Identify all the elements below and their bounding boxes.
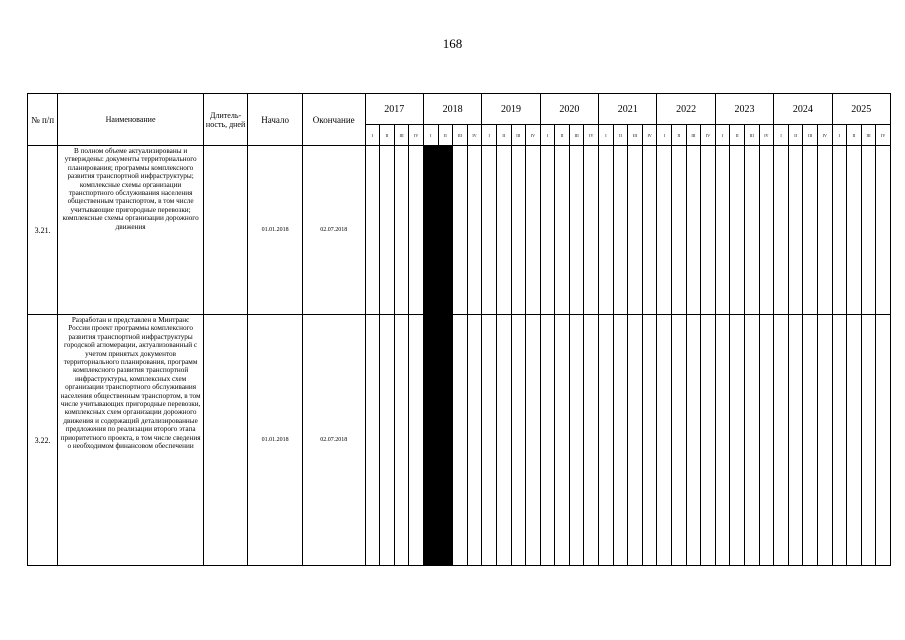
gantt-cell xyxy=(657,146,672,315)
quarter-header: II xyxy=(672,125,687,146)
quarter-header: III xyxy=(453,125,468,146)
gantt-cell xyxy=(730,315,745,566)
gantt-cell xyxy=(394,146,409,315)
gantt-cell xyxy=(467,315,482,566)
gantt-cell xyxy=(628,315,643,566)
row-duration xyxy=(203,315,247,566)
quarter-header: I xyxy=(715,125,730,146)
gantt-cell xyxy=(482,315,497,566)
gantt-bar-cell xyxy=(438,315,453,566)
quarter-header: II xyxy=(380,125,395,146)
gantt-cell xyxy=(642,146,657,315)
quarter-header: IV xyxy=(584,125,599,146)
gantt-cell xyxy=(774,315,789,566)
gantt-cell xyxy=(467,146,482,315)
row-end-date: 02.07.2018 xyxy=(302,315,365,566)
gantt-cell xyxy=(759,315,774,566)
gantt-bar-cell xyxy=(423,315,438,566)
quarter-header: III xyxy=(861,125,876,146)
gantt-cell xyxy=(628,146,643,315)
year-header: 2025 xyxy=(832,94,890,125)
gantt-cell xyxy=(701,315,716,566)
header-start: Начало xyxy=(248,94,303,146)
gantt-cell xyxy=(803,146,818,315)
gantt-cell xyxy=(686,146,701,315)
gantt-cell xyxy=(409,315,424,566)
gantt-cell xyxy=(847,146,862,315)
quarter-header: IV xyxy=(526,125,541,146)
quarter-header: IV xyxy=(817,125,832,146)
gantt-cell xyxy=(876,146,891,315)
gantt-cell xyxy=(817,146,832,315)
row-duration xyxy=(203,146,247,315)
gantt-cell xyxy=(701,146,716,315)
table-row xyxy=(28,146,891,315)
quarter-header: III xyxy=(394,125,409,146)
quarter-header: I xyxy=(599,125,614,146)
gantt-cell xyxy=(642,315,657,566)
gantt-cell xyxy=(394,315,409,566)
schedule-table xyxy=(27,93,891,566)
gantt-cell xyxy=(453,315,468,566)
header-name: Наименование xyxy=(58,94,204,146)
year-header: 2024 xyxy=(774,94,832,125)
row-number: 3.21. xyxy=(28,146,58,315)
quarter-header: I xyxy=(774,125,789,146)
gantt-cell xyxy=(540,146,555,315)
gantt-cell xyxy=(599,146,614,315)
gantt-bar-cell xyxy=(423,146,438,315)
quarter-header: I xyxy=(540,125,555,146)
gantt-cell xyxy=(672,146,687,315)
gantt-cell xyxy=(613,146,628,315)
gantt-cell xyxy=(599,315,614,566)
header-num: № п/п xyxy=(28,94,58,146)
gantt-cell xyxy=(511,315,526,566)
gantt-cell xyxy=(672,315,687,566)
quarter-header: II xyxy=(613,125,628,146)
quarter-header: II xyxy=(496,125,511,146)
quarter-header: II xyxy=(730,125,745,146)
gantt-cell xyxy=(657,315,672,566)
gantt-cell xyxy=(380,146,395,315)
gantt-cell xyxy=(526,315,541,566)
gantt-cell xyxy=(832,146,847,315)
gantt-cell xyxy=(861,146,876,315)
table-row xyxy=(28,315,891,566)
quarter-header: IV xyxy=(759,125,774,146)
gantt-cell xyxy=(847,315,862,566)
gantt-cell xyxy=(803,315,818,566)
quarter-header: II xyxy=(788,125,803,146)
gantt-cell xyxy=(365,146,380,315)
gantt-cell xyxy=(613,315,628,566)
gantt-cell xyxy=(788,146,803,315)
gantt-cell xyxy=(526,146,541,315)
row-name: В полном объеме актуализированы и утверждены: документы территориального планирования; программы комплексного развития транспортной инфраструктуры; комплексные схемы организации транспортного обслуживания населения общественным транспортом, в том числе учитывающие пригородные перевозки; комплексные схемы организации дорожного движения xyxy=(58,146,204,315)
header-end: Окончание xyxy=(302,94,365,146)
quarter-header: III xyxy=(569,125,584,146)
quarter-header: IV xyxy=(642,125,657,146)
quarter-header: I xyxy=(365,125,380,146)
gantt-cell xyxy=(715,146,730,315)
gantt-cell xyxy=(482,146,497,315)
gantt-cell xyxy=(380,315,395,566)
gantt-cell xyxy=(817,315,832,566)
gantt-cell xyxy=(555,146,570,315)
gantt-cell xyxy=(496,146,511,315)
quarter-header: II xyxy=(555,125,570,146)
gantt-cell xyxy=(788,315,803,566)
row-number: 3.22. xyxy=(28,315,58,566)
year-header: 2019 xyxy=(482,94,540,125)
year-header: 2021 xyxy=(599,94,657,125)
quarter-header: II xyxy=(438,125,453,146)
row-name: Разработан и представлен в Минтранс России проект программы комплексного развития транспортной инфраструктуры городской агломерации, актуализованный с учетом принятых документов территориального планирования, программ комплексного развития транспортной инфраструктуры, комплексных схем организации транспортного обслуживания населения общественным транспортом, в том числе учитывающих пригородные перевозки, комплексных схем организации дорожного движения и содержащий детализированные предложения по реализации второго этапа приоритетного проекта, в том числе сведения о необходимом финансовом обеспечении xyxy=(58,315,204,566)
quarter-header: II xyxy=(847,125,862,146)
gantt-cell xyxy=(453,146,468,315)
quarter-header: IV xyxy=(876,125,891,146)
gantt-cell xyxy=(730,146,745,315)
gantt-cell xyxy=(774,146,789,315)
quarter-header: I xyxy=(657,125,672,146)
year-header: 2023 xyxy=(715,94,773,125)
gantt-cell xyxy=(511,146,526,315)
year-header: 2022 xyxy=(657,94,715,125)
gantt-cell xyxy=(832,315,847,566)
quarter-header: IV xyxy=(409,125,424,146)
quarter-header: I xyxy=(832,125,847,146)
page-number: 168 xyxy=(442,36,463,51)
gantt-cell xyxy=(745,315,760,566)
gantt-cell xyxy=(861,315,876,566)
gantt-cell xyxy=(745,146,760,315)
year-header: 2018 xyxy=(423,94,481,125)
gantt-cell xyxy=(496,315,511,566)
quarter-header: III xyxy=(686,125,701,146)
header-duration: Длитель-ность, дней xyxy=(203,94,247,146)
gantt-cell xyxy=(715,315,730,566)
row-start-date: 01.01.2018 xyxy=(248,315,303,566)
quarter-header: I xyxy=(482,125,497,146)
quarter-header: III xyxy=(511,125,526,146)
gantt-cell xyxy=(569,315,584,566)
gantt-cell xyxy=(569,146,584,315)
gantt-cell xyxy=(584,146,599,315)
year-header: 2017 xyxy=(365,94,423,125)
row-end-date: 02.07.2018 xyxy=(302,146,365,315)
gantt-cell xyxy=(876,315,891,566)
quarter-header: IV xyxy=(467,125,482,146)
year-header: 2020 xyxy=(540,94,598,125)
quarter-header: III xyxy=(628,125,643,146)
gantt-cell xyxy=(759,146,774,315)
gantt-cell xyxy=(365,315,380,566)
quarter-header: I xyxy=(423,125,438,146)
quarter-header: IV xyxy=(701,125,716,146)
gantt-bar-cell xyxy=(438,146,453,315)
gantt-cell xyxy=(584,315,599,566)
gantt-cell xyxy=(409,146,424,315)
quarter-header: III xyxy=(745,125,760,146)
gantt-cell xyxy=(686,315,701,566)
gantt-cell xyxy=(555,315,570,566)
gantt-cell xyxy=(540,315,555,566)
quarter-header: III xyxy=(803,125,818,146)
row-start-date: 01.01.2018 xyxy=(248,146,303,315)
